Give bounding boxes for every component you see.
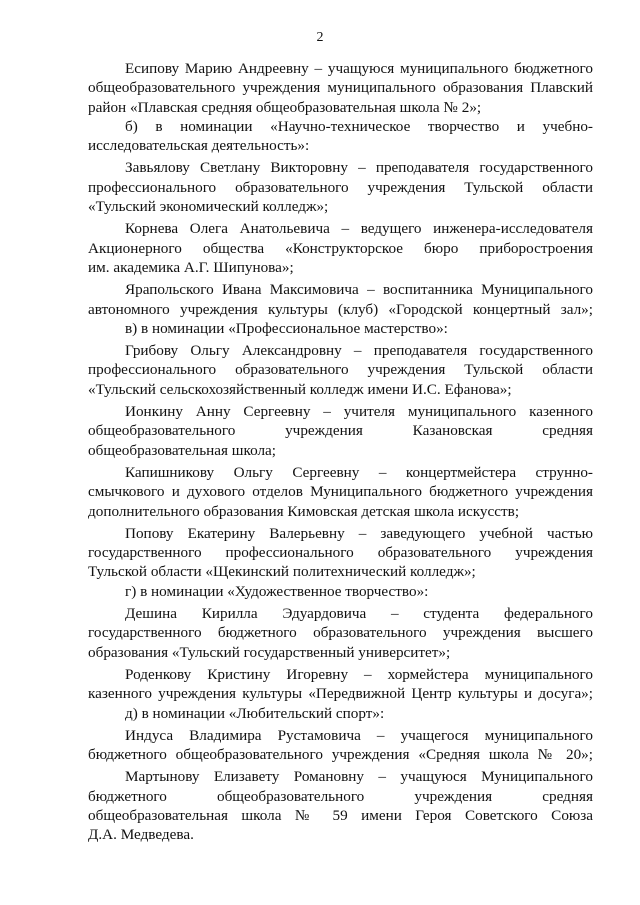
text-line: казенного учреждения культуры «Передвижной Центр культуры и досуга»;: [88, 685, 593, 703]
text-line: смычкового и духового отделов Муниципального бюджетного учреждения: [88, 483, 593, 501]
page-number: 2: [316, 30, 324, 45]
text-line: г) в номинации «Художественное творчество»:: [125, 582, 429, 600]
text-line: общеобразовательная школа;: [88, 441, 277, 459]
text-line: Индуса Владимира Рустамовича – учащегося муниципального: [125, 726, 593, 744]
text-line: «Тульский сельскохозяйственный колледж имени И.С. Ефанова»;: [88, 380, 512, 398]
text-line: общеобразовательного учреждения Казановская средняя: [88, 422, 593, 440]
text-line: Попову Екатерину Валерьевну – заведующего учебной частью: [125, 524, 593, 542]
text-line: район «Плавская средняя общеобразовательная школа № 2»;: [88, 98, 482, 116]
text-line: в) в номинации «Профессиональное мастерство»:: [125, 319, 448, 337]
text-line: общеобразовательная школа № 59 имени Героя Советского Союза: [88, 806, 593, 824]
text-line: Д.А. Медведева.: [88, 826, 194, 844]
text-line: Дешина Кирилла Эдуардовича – студента федерального: [125, 605, 593, 623]
text-line: государственного профессионального образовательного учреждения: [88, 544, 593, 562]
text-line: государственного бюджетного образовательного учреждения высшего: [88, 624, 593, 642]
text-line: Ярапольского Ивана Максимовича – воспитанника Муниципального: [125, 281, 593, 299]
text-line: Тульской области «Щекинский политехнический колледж»;: [88, 563, 476, 581]
text-line: бюджетного общеобразовательного учреждения «Средняя школа № 20»;: [88, 746, 593, 764]
text-line: б) в номинации «Научно-техническое творчество и учебно-: [125, 117, 593, 135]
text-line: образования «Тульский государственный университет»;: [88, 643, 451, 661]
text-line: «Тульский экономический колледж»;: [88, 198, 329, 216]
text-line: д) в номинации «Любительский спорт»:: [125, 704, 385, 722]
text-line: общеобразовательного учреждения муниципального образования Плавский: [88, 79, 593, 97]
document-body: [88, 59, 593, 845]
text-line: бюджетного общеобразовательного учреждения средняя: [88, 787, 593, 805]
text-line: автономного учреждения культуры (клуб) «Городской концертный зал»;: [88, 300, 593, 318]
text-line: Мартынову Елизавету Романовну – учащуюся Муниципального: [125, 768, 593, 786]
text-line: Ионкину Анну Сергеевну – учителя муниципального казенного: [125, 403, 593, 421]
text-line: Роденкову Кристину Игоревну – хормейстера муниципального: [125, 665, 593, 683]
text-line: Завьялову Светлану Викторовну – преподавателя государственного: [125, 159, 593, 177]
text-line: Есипову Марию Андреевну – учащуюся муниципального бюджетного: [125, 60, 593, 77]
text-line: профессионального образовательного учреждения Тульской области: [88, 178, 593, 196]
text-line: дополнительного образования Кимовская детская школа искусств;: [88, 502, 520, 520]
text-line: Капишникову Ольгу Сергеевну – концертмейстера струнно-: [125, 463, 593, 481]
text-line: Грибову Ольгу Александровну – преподавателя государственного: [125, 342, 593, 360]
text-line: Корнева Олега Анатольевича – ведущего инженера-исследователя: [125, 220, 593, 238]
text-line: Акционерного общества «Конструкторское бюро приборостроения: [88, 239, 593, 257]
text-line: исследовательская деятельность»:: [88, 137, 310, 155]
text-line: им. академика А.Г. Шипунова»;: [88, 258, 294, 276]
text-line: профессионального образовательного учреждения Тульской области: [88, 361, 593, 379]
